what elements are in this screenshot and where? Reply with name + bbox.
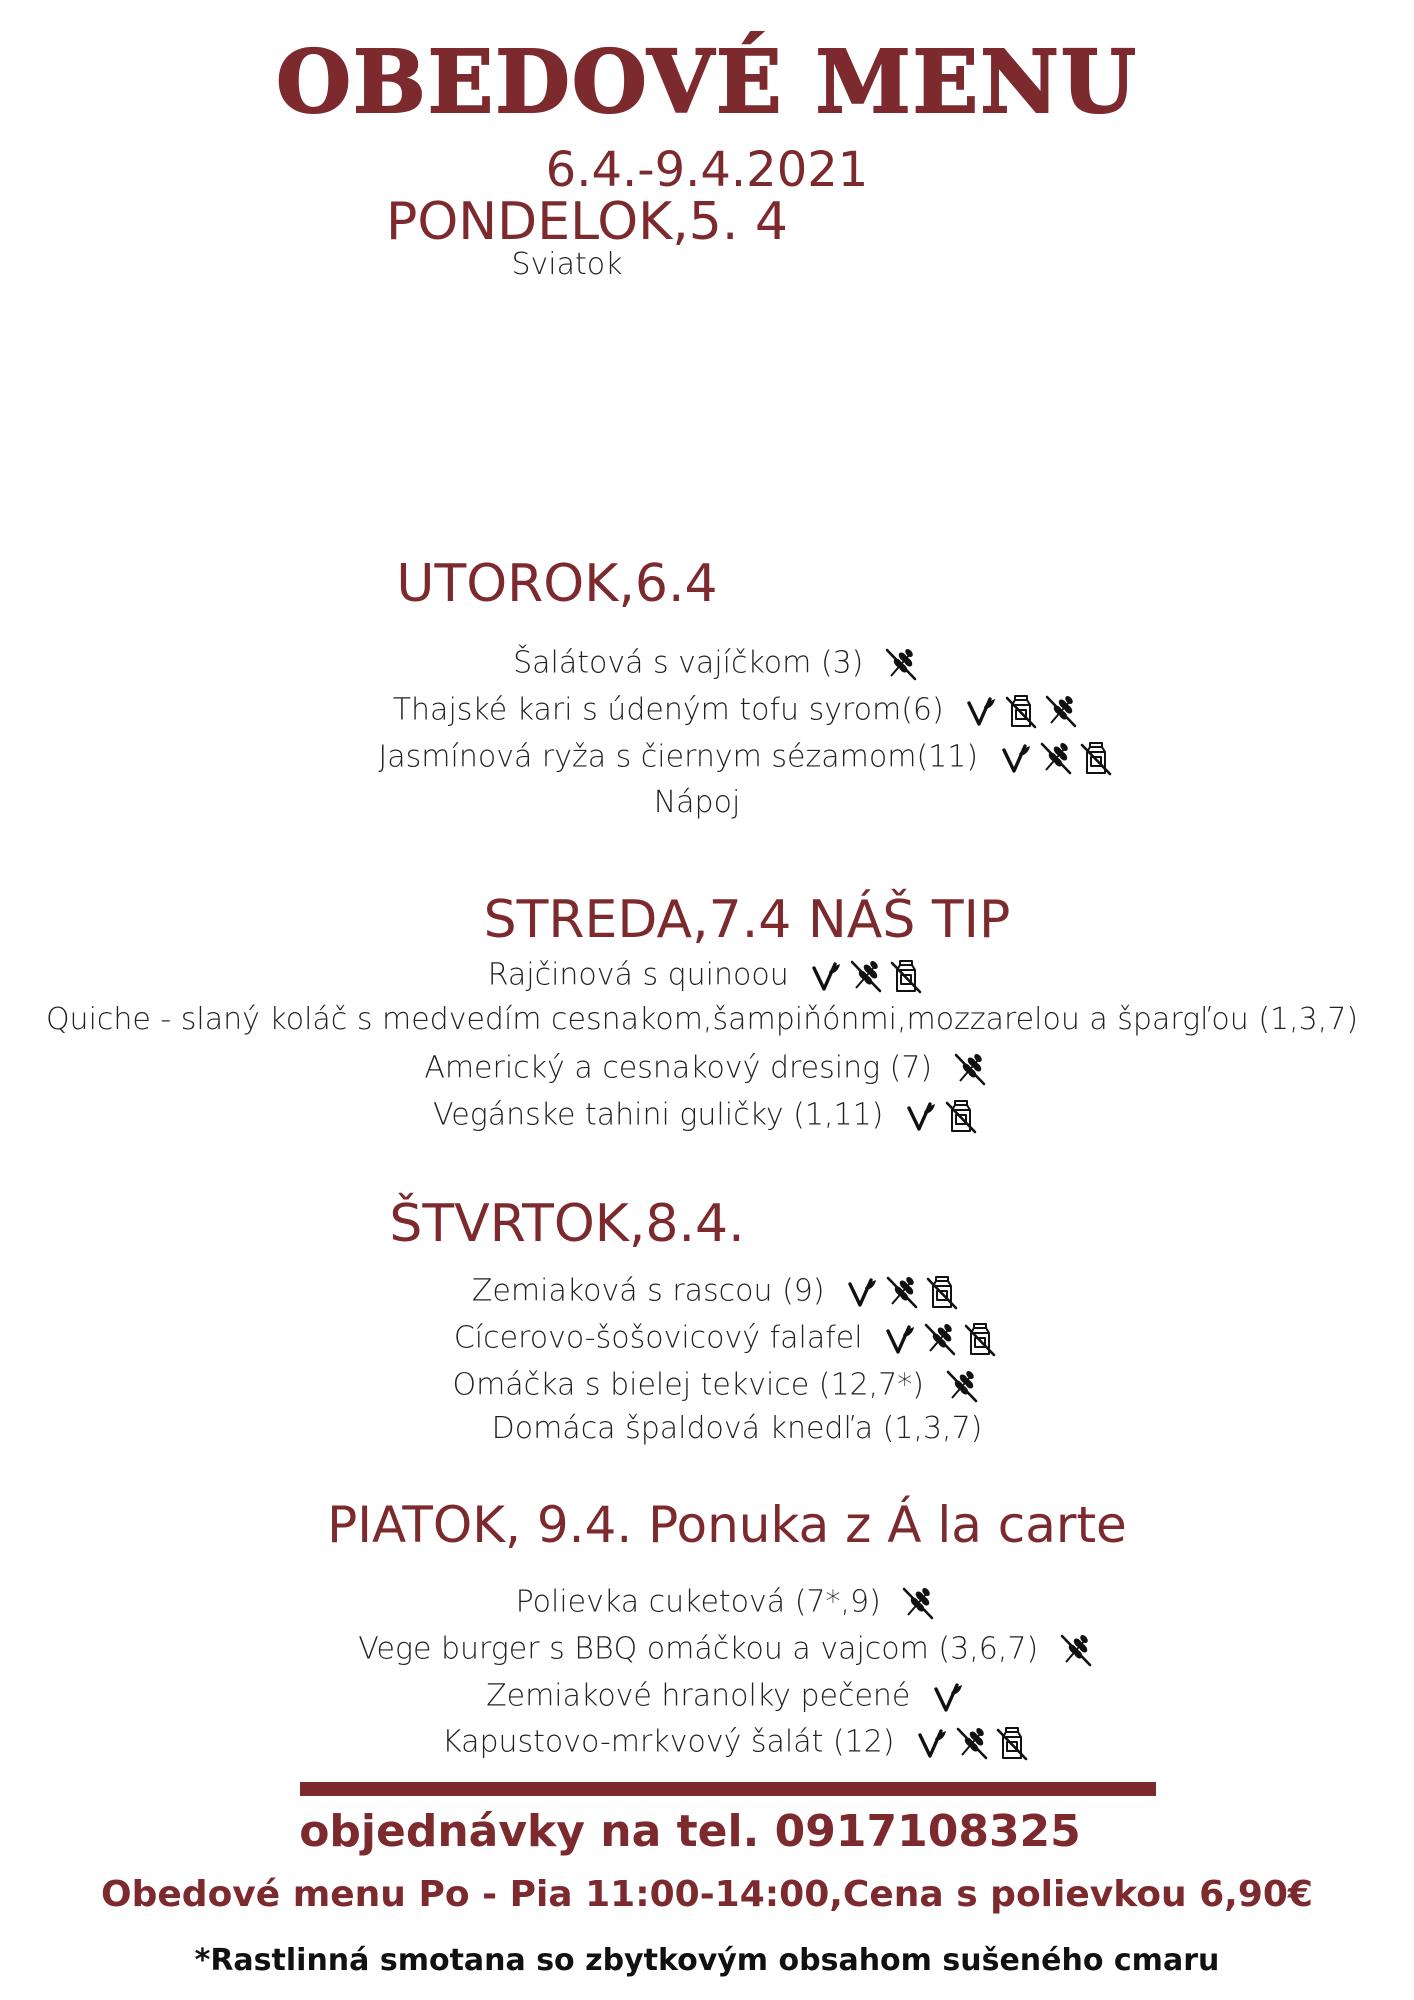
diet-icons [912, 1725, 1032, 1761]
menu-item [20, 1679, 1414, 1715]
no-gluten-icon [953, 1051, 987, 1087]
menu-item-text: Rajčinová s quinoou [487, 957, 789, 993]
menu-item-text: Šalátová s vajíčkom (3) [513, 645, 864, 681]
vegan-icon [904, 1098, 938, 1134]
menu-item [0, 247, 1274, 282]
no-gluten-icon [1039, 740, 1073, 776]
no-lactose-icon [963, 1321, 997, 1357]
no-lactose-icon [944, 1098, 978, 1134]
no-lactose-icon [1004, 693, 1038, 729]
menu-date-range: 6.4.-9.4.2021 [545, 142, 869, 198]
menu-item [20, 1632, 1414, 1668]
menu-item-text: Jasmínová ryža s čiernym sézamom(11) [378, 739, 979, 775]
vegan-icon [809, 958, 843, 994]
menu-item [0, 1051, 1414, 1087]
menu-item-text: Thajské kari s údeným tofu syrom(6) [392, 692, 944, 728]
diet-icons [901, 1098, 981, 1134]
menu-item-text: Polievka cuketová (7*,9) [515, 1584, 881, 1620]
divider [300, 1782, 1156, 1796]
vegan-icon [915, 1725, 949, 1761]
no-lactose-icon [889, 958, 923, 994]
menu-item [0, 1098, 1414, 1134]
order-phone: objednávky na tel. 0917108325 [299, 1806, 1081, 1857]
diet-icons [942, 1368, 982, 1404]
no-gluten-icon [945, 1368, 979, 1404]
no-lactose-icon [925, 1274, 959, 1310]
day-heading-wednesday: STREDA,7.4 NÁŠ TIP [483, 890, 1011, 950]
menu-item-text: Zemiaková s rascou (9) [471, 1273, 825, 1309]
menu-item-text: Americký a cesnakový dresing (7) [424, 1050, 933, 1086]
menu-item-text: Kapustovo-mrkvový šalát (12) [441, 1724, 895, 1760]
no-gluten-icon [1059, 1632, 1093, 1668]
vegan-icon [964, 693, 998, 729]
menu-item-text: Vege burger s BBQ omáčkou a vajcom (3,6,7) [358, 1631, 1039, 1667]
footnote: *Rastlinná smotana so zbytkovým obsahom sušeného cmaru [194, 1943, 1220, 1978]
menu-item [10, 1274, 1414, 1310]
diet-icons [961, 693, 1081, 729]
diet-icons [928, 1679, 968, 1715]
menu-item-text: Zemiakové hranolky pečené [486, 1678, 911, 1714]
menu-item-text: Vegánske tahini guličky (1,11) [433, 1097, 884, 1133]
menu-item [40, 740, 1414, 776]
no-lactose-icon [995, 1725, 1029, 1761]
diet-icons [881, 646, 921, 682]
day-heading-tuesday: UTOROK,6.4 [396, 554, 718, 614]
day-heading-monday: PONDELOK,5. 4 [386, 192, 788, 252]
menu-item-text: Omáčka s bielej tekvice (12,7*) [452, 1367, 924, 1403]
menu-item-text: Cícerovo-šošovicový falafel [453, 1320, 863, 1356]
day-heading-thursday: ŠTVRTOK,8.4. [389, 1194, 745, 1254]
vegan-icon [931, 1679, 965, 1715]
menu-hours-price: Obedové menu Po - Pia 11:00-14:00,Cena s polievkou 6,90€ [101, 1874, 1313, 1915]
vegan-icon [883, 1321, 917, 1357]
no-gluten-icon [955, 1725, 989, 1761]
diet-icons [842, 1274, 962, 1310]
diet-icons [880, 1321, 1000, 1357]
menu-title: OBEDOVÉ MENU [276, 32, 1138, 133]
diet-icons [950, 1051, 990, 1087]
no-gluten-icon [849, 958, 883, 994]
menu-item [10, 1368, 1414, 1404]
menu-item [10, 646, 1414, 682]
no-gluten-icon [885, 1274, 919, 1310]
day-heading-friday: PIATOK, 9.4. Ponuka z Á la carte [327, 1496, 1127, 1554]
menu-item-text: Quiche - slaný koláč s medvedím cesnakom,šampiňónmi,mozzarelou a špargľou (1,3,7) [45, 1002, 1359, 1037]
menu-item-text: Sviatok [511, 247, 623, 282]
menu-item [0, 1002, 1409, 1037]
menu-item [0, 958, 1414, 994]
diet-icons [898, 1585, 938, 1621]
menu-item [20, 1321, 1414, 1357]
menu-item [20, 1585, 1414, 1621]
menu-item [30, 1725, 1414, 1761]
no-gluten-icon [923, 1321, 957, 1357]
vegan-icon [845, 1274, 879, 1310]
no-gluten-icon [901, 1585, 935, 1621]
menu-item [30, 693, 1414, 729]
menu-item-text: Nápoj [653, 785, 741, 820]
menu-item [30, 1411, 1414, 1446]
diet-icons [996, 740, 1116, 776]
menu-item [0, 785, 1404, 820]
no-lactose-icon [1079, 740, 1113, 776]
no-gluten-icon [884, 646, 918, 682]
diet-icons [1056, 1632, 1096, 1668]
diet-icons [806, 958, 926, 994]
menu-item-text: Domáca špaldová knedľa (1,3,7) [491, 1411, 983, 1446]
vegan-icon [999, 740, 1033, 776]
no-gluten-icon [1044, 693, 1078, 729]
